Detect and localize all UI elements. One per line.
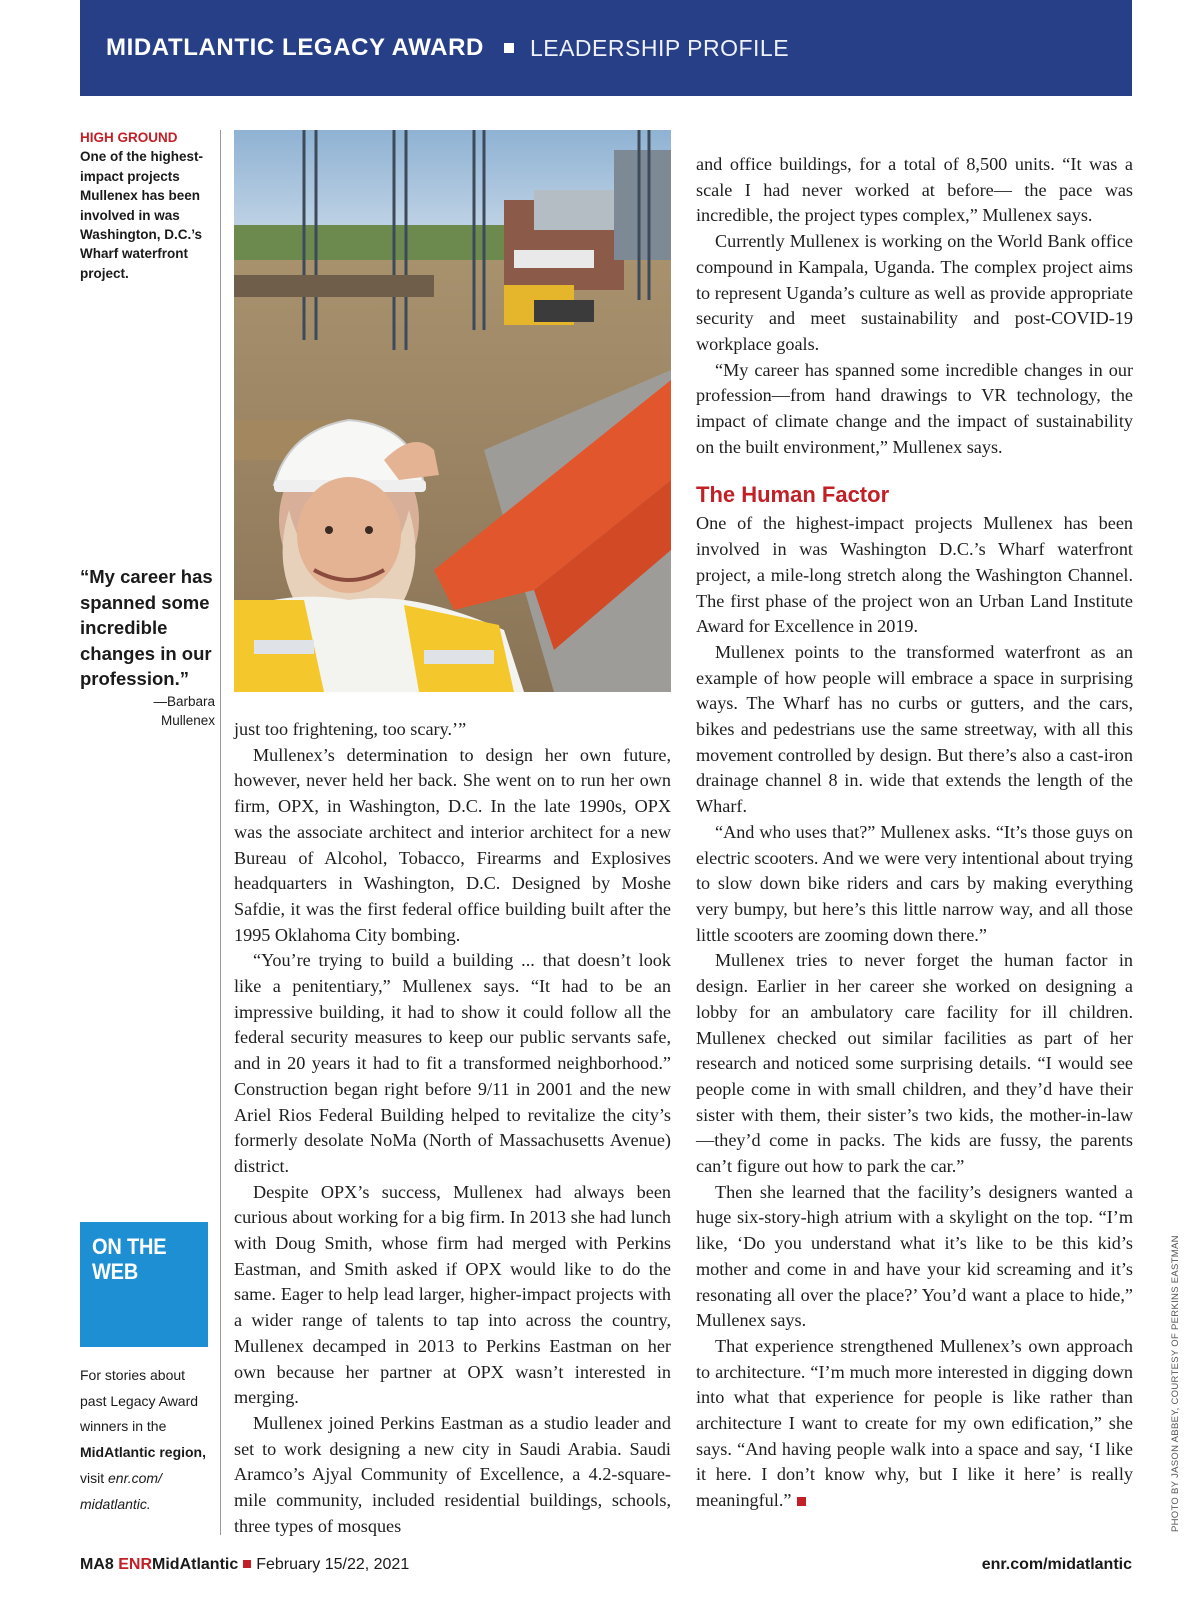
web-text-1: For stories about past Legacy Award winners in the xyxy=(80,1367,199,1435)
paragraph: “You’re trying to build a building ... that doesn’t look like a penitentiary,” Mullenex says. “It had to be an impressive building, it had to show it could follow all the federal security measures to keep our public servants safe, and in 20 years it had to fit a transformed neighborhood.” Construction began right before 9/11 in 2001 and the new Ariel Rios Federal Building helped to revitalize the city’s formerly desolate NoMa (North of Massachusetts Avenue) district. xyxy=(234,950,671,1176)
paragraph: just too frightening, too scary.’” xyxy=(234,719,467,739)
paragraph: “And who uses that?” Mullenex asks. “It’s those guys on electric scooters. And we were very intentional about trying to slow down bike riders and cars by making everything very bumpy, but here’s this little narrow way, and all those little scooters are zooming down there.” xyxy=(696,821,1133,945)
paragraph: Mullenex points to the transformed waterfront as an example of how people will embrace a space in surprising ways. The Wharf has no curbs or gutters, and the cars, bikes and pedestrians use the same streetway, with all this movement controlled by design. But there’s also a cast-iron drainage channel 8 in. wide that extends the length of the Wharf. xyxy=(696,641,1133,817)
sidebar-divider xyxy=(220,130,221,1535)
footer-url[interactable]: enr.com/midatlantic xyxy=(981,1556,1132,1573)
header-banner xyxy=(80,0,1132,96)
pull-quote-attribution-last: Mullenex xyxy=(160,712,215,728)
end-mark xyxy=(797,1497,806,1506)
paragraph-final xyxy=(696,1334,1133,1514)
article-column-middle xyxy=(234,717,671,1540)
photo-illustration xyxy=(234,130,671,692)
on-the-web-line1: ON THE xyxy=(92,1235,167,1260)
on-the-web-line2: WEB xyxy=(92,1260,139,1285)
pull-quote xyxy=(80,564,215,730)
footer-separator xyxy=(243,1560,251,1568)
brand-region: MidAtlantic xyxy=(152,1556,239,1573)
brand-enr: ENR xyxy=(118,1556,153,1573)
final-paragraph-text: That experience strengthened Mullenex’s own approach to architecture. “I’m much more interested in digging down into what that experience for people is like rather than architecture I want to create for my own edification,” she says. “And having people walk into a space and say, ‘I like it here. I don’t know why, but I like it here’ is really meaningful.” xyxy=(696,1335,1133,1511)
paragraph: Mullenex tries to never forget the human factor in design. Earlier in her career she worked on designing a lobby for an ambulatory care facility for ill children. Mullenex checked out similar facilities as part of her research and noticed some surprising details. “I would see people come in with small children, and they’d have their sister with them, their sister’s two kids, the mother-in-law—they’d come in packs. The kids are fussy, the parents can’t figure out how to park the car.” xyxy=(696,950,1133,1177)
page-number: MA8 xyxy=(80,1556,114,1573)
paragraph: and office buildings, for a total of 8,500 units. “It was a scale I had never worked at before— the pace was incredible, the project types complex,” Mullenex says. xyxy=(696,154,1133,226)
footer-left xyxy=(80,1556,409,1574)
section-heading: The Human Factor xyxy=(696,482,890,508)
page-footer xyxy=(80,1556,1132,1580)
paragraph: One of the highest-impact projects Mullenex has been involved in was Washington D.C.’s Wharf waterfront project, a mile-long stretch along the Washington Channel. The first phase of the project won an Urban Land Institute Award for Excellence in 2019. xyxy=(696,513,1133,637)
award-title: MIDATLANTIC LEGACY AWARD xyxy=(106,34,484,61)
paragraph: Currently Mullenex is working on the World Bank office compound in Kampala, Uganda. The complex project aims to represent Uganda’s culture as well as provide appropriate security and meet sustainability and post-COVID-19 workplace goals. xyxy=(696,231,1133,354)
construction-site-photo xyxy=(234,130,671,692)
article-column-right xyxy=(696,152,1133,1514)
separator-square xyxy=(504,43,514,53)
paragraph: Mullenex joined Perkins Eastman as a studio leader and set to work designing a new city in Saudi Arabia. Saudi Aramco’s Ajyal Community of Excellence, a 4.2-square-mile community, included residential buildings, schools, three types of mosques xyxy=(234,1412,671,1536)
paragraph: Despite OPX’s success, Mullenex had always been curious about working for a big firm. In 2013 she had lunch with Doug Smith, whose firm had merged with Perkins Eastman, and Smith asked if OPX would like to do the same. Eager to help lead larger, higher-impact projects with a wider range of talents to tap into across the country, Mullenex decamped in 2013 to Perkins Eastman on her own because her partner at OPX wasn’t interested in merging. xyxy=(234,1181,671,1408)
photo-credit: PHOTO BY JASON ABBEY, COURTESY OF PERKINS EASTMAN xyxy=(1170,1235,1181,1532)
pull-quote-attribution-first: —Barbara xyxy=(153,693,215,709)
on-the-web-box xyxy=(80,1222,208,1347)
caption-label: HIGH GROUND xyxy=(80,130,178,145)
paragraph: Mullenex’s determination to design her own future, however, never held her back. She went on to run her own firm, OPX, in Washington, D.C. In the late 1990s, OPX was the associate architect and interior architect for a new Bureau of Alcohol, Tobacco, Firearms and Explosives headquarters in Washington, D.C. Designed by Moshe Safdie, it was the first federal office building built after the 1995 Oklahoma City bombing. xyxy=(234,744,671,945)
issue-date: February 15/22, 2021 xyxy=(256,1556,410,1573)
caption-text: One of the highest-impact projects Mullenex has been involved in was Washington, D.C.’s Wharf waterfront project. xyxy=(80,149,203,281)
paragraph: “My career has spanned some incredible changes in our profession—from hand drawings to VR technology, the impact of climate change and the impact of sustainability on the built environment,” Mullenex says. xyxy=(696,359,1133,457)
paragraph: Then she learned that the facility’s designers wanted a huge six-story-high atrium with a skylight on the top. “I’m like, ‘Do you understand what it’s like to be this kid’s mother and come in and have your kid screaming and it’s resonating all over the place?’ You’d want a place to hide,” Mullenex says. xyxy=(696,1181,1133,1331)
web-text-2: visit xyxy=(80,1469,108,1486)
web-text-region: MidAtlantic region, xyxy=(80,1444,206,1461)
section-label: LEADERSHIP PROFILE xyxy=(529,34,790,61)
on-the-web-text xyxy=(80,1363,215,1517)
pull-quote-text: “My career has spanned some incredible changes in our profession.” xyxy=(80,566,213,690)
web-link[interactable]: enr.com/ midatlantic. xyxy=(80,1469,162,1512)
photo-caption xyxy=(80,128,210,283)
